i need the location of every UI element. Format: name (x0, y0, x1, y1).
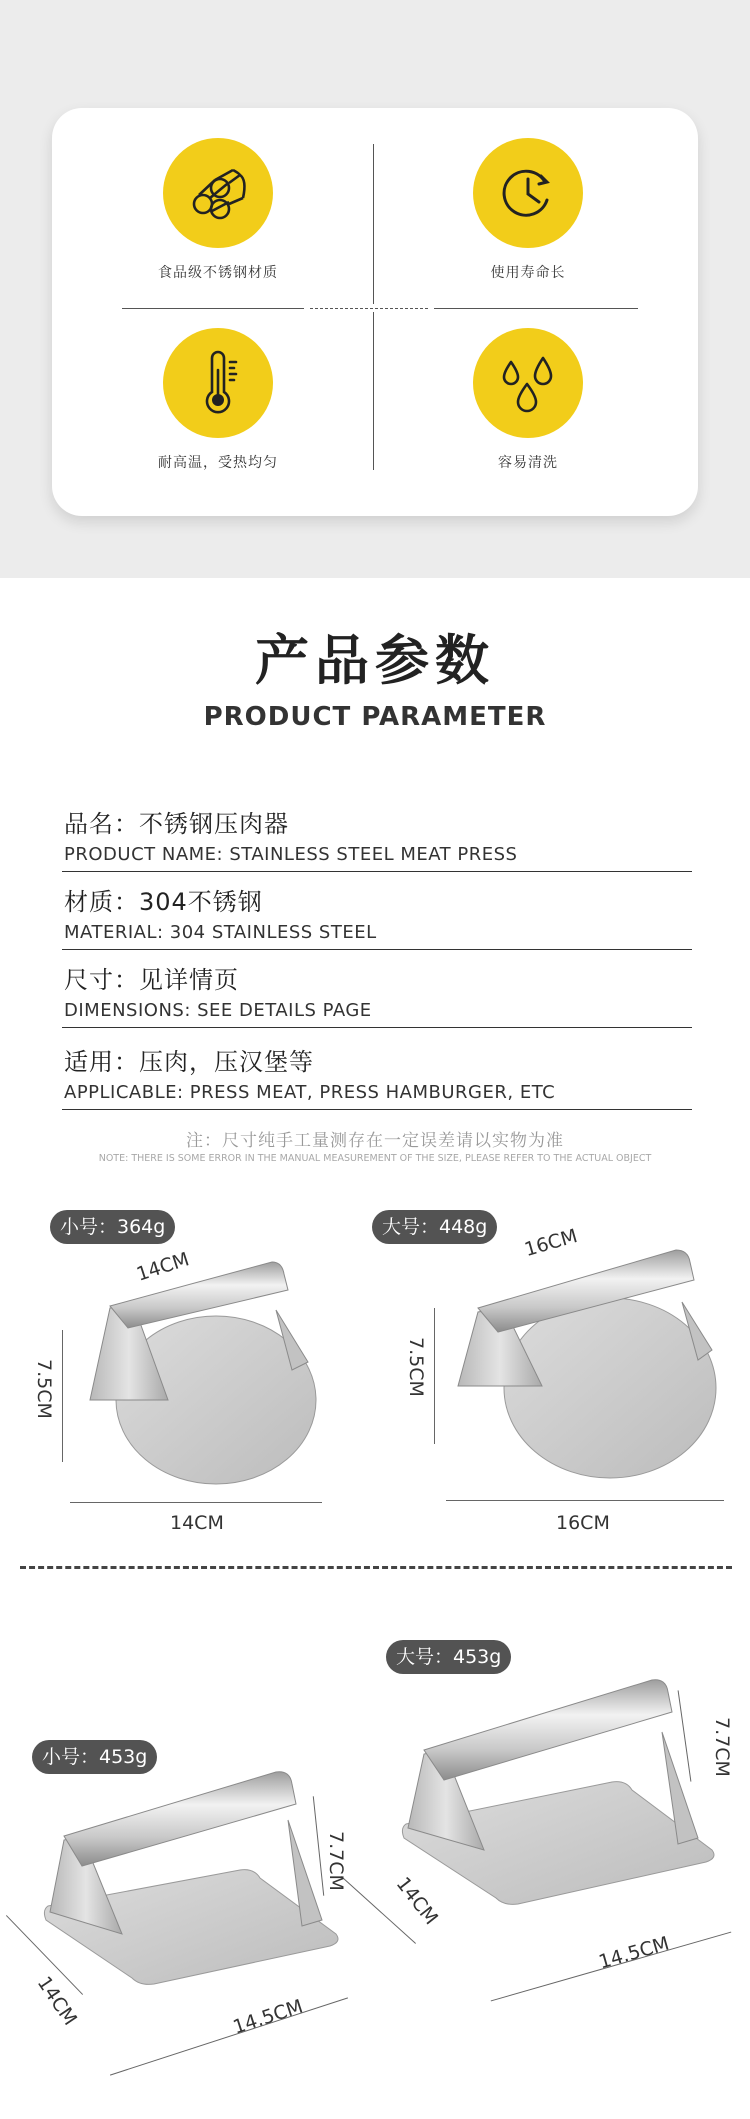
measurement-note-en: NOTE: THERE IS SOME ERROR IN THE MANUAL MEASUREMENT OF THE SIZE, PLEASE REFER TO THE ACTUAL OBJECT (98, 1153, 652, 1164)
size-tag-large-round: 大号：448g (372, 1210, 497, 1244)
features-card (52, 108, 698, 516)
param-cn: 品名：不锈钢压肉器 (64, 810, 289, 838)
feature-clean-label: 容易清洗 (498, 455, 558, 471)
features-band (0, 0, 750, 578)
meat-press-large-square-image (400, 1672, 720, 1922)
section-subtitle: PRODUCT PARAMETER (203, 702, 547, 732)
dim-line (70, 1502, 322, 1503)
feature-heat (118, 328, 318, 472)
param-en: DIMENSIONS: SEE DETAILS PAGE (64, 1000, 372, 1021)
dim-bottom-large-round: 16CM (556, 1512, 610, 1534)
size-tag-small-round: 小号：364g (50, 1210, 175, 1244)
dim-bottom-small-round: 14CM (170, 1512, 224, 1534)
dim-top-large-round: 16CM (522, 1225, 580, 1261)
clock-icon (473, 138, 583, 248)
dim-line (62, 1330, 63, 1462)
param-row-dimensions (62, 960, 692, 1028)
feature-lifespan (428, 138, 628, 282)
feature-heat-badge (163, 328, 273, 438)
size-tag-large-square: 大号：453g (386, 1640, 511, 1674)
steel-rods-icon (163, 138, 273, 248)
dim-width-small-square: 14.5CM (230, 1995, 306, 2039)
feature-steel (118, 138, 318, 282)
dim-line (491, 1932, 732, 2002)
dim-depth-small-square: 14CM (32, 1972, 82, 2030)
dim-height-small-round: 7.5CM (32, 1359, 55, 1419)
dim-height-large-round: 7.5CM (404, 1337, 427, 1397)
thermometer-icon (163, 328, 273, 438)
dim-depth-large-square: 14CM (391, 1873, 443, 1929)
dim-height-large-square: 7.7CM (710, 1717, 733, 1777)
divider-dash (310, 308, 428, 309)
param-cn: 适用：压肉，压汉堡等 (64, 1048, 314, 1076)
dim-height-small-square: 7.7CM (324, 1831, 347, 1891)
feature-clean (428, 328, 628, 472)
feature-heat-label: 耐高温，受热均匀 (158, 455, 278, 471)
param-en: APPLICABLE: PRESS MEAT, PRESS HAMBURGER, ETC (64, 1082, 556, 1103)
feature-lifespan-badge (473, 138, 583, 248)
param-cn: 材质：304不锈钢 (64, 888, 263, 916)
meat-press-large-round-image (450, 1228, 720, 1478)
feature-lifespan-label: 使用寿命长 (490, 265, 566, 281)
water-drops-icon (473, 328, 583, 438)
feature-clean-badge (473, 328, 583, 438)
measurement-note-cn: 注：尺寸纯手工量测存在一定误差请以实物为准 (186, 1131, 564, 1151)
meat-press-small-square-image (44, 1766, 344, 2016)
feature-steel-label: 食品级不锈钢材质 (158, 265, 278, 281)
dim-line (446, 1500, 724, 1501)
param-en: MATERIAL: 304 STAINLESS STEEL (64, 922, 377, 943)
section-title: 产品参数 (255, 629, 495, 692)
meat-press-small-round-image (76, 1250, 326, 1480)
param-en: PRODUCT NAME: STAINLESS STEEL MEAT PRESS (64, 844, 518, 865)
size-tag-small-square: 小号：453g (32, 1740, 157, 1774)
feature-steel-badge (163, 138, 273, 248)
param-row-name (62, 804, 692, 872)
dim-width-large-square: 14.5CM (596, 1932, 672, 1974)
param-cn: 尺寸：见详情页 (64, 966, 239, 994)
param-row-applicable (62, 1042, 692, 1110)
dim-line (434, 1308, 435, 1444)
param-row-material (62, 882, 692, 950)
dim-top-small-round: 14CM (133, 1248, 192, 1286)
section-separator (20, 1566, 732, 1569)
